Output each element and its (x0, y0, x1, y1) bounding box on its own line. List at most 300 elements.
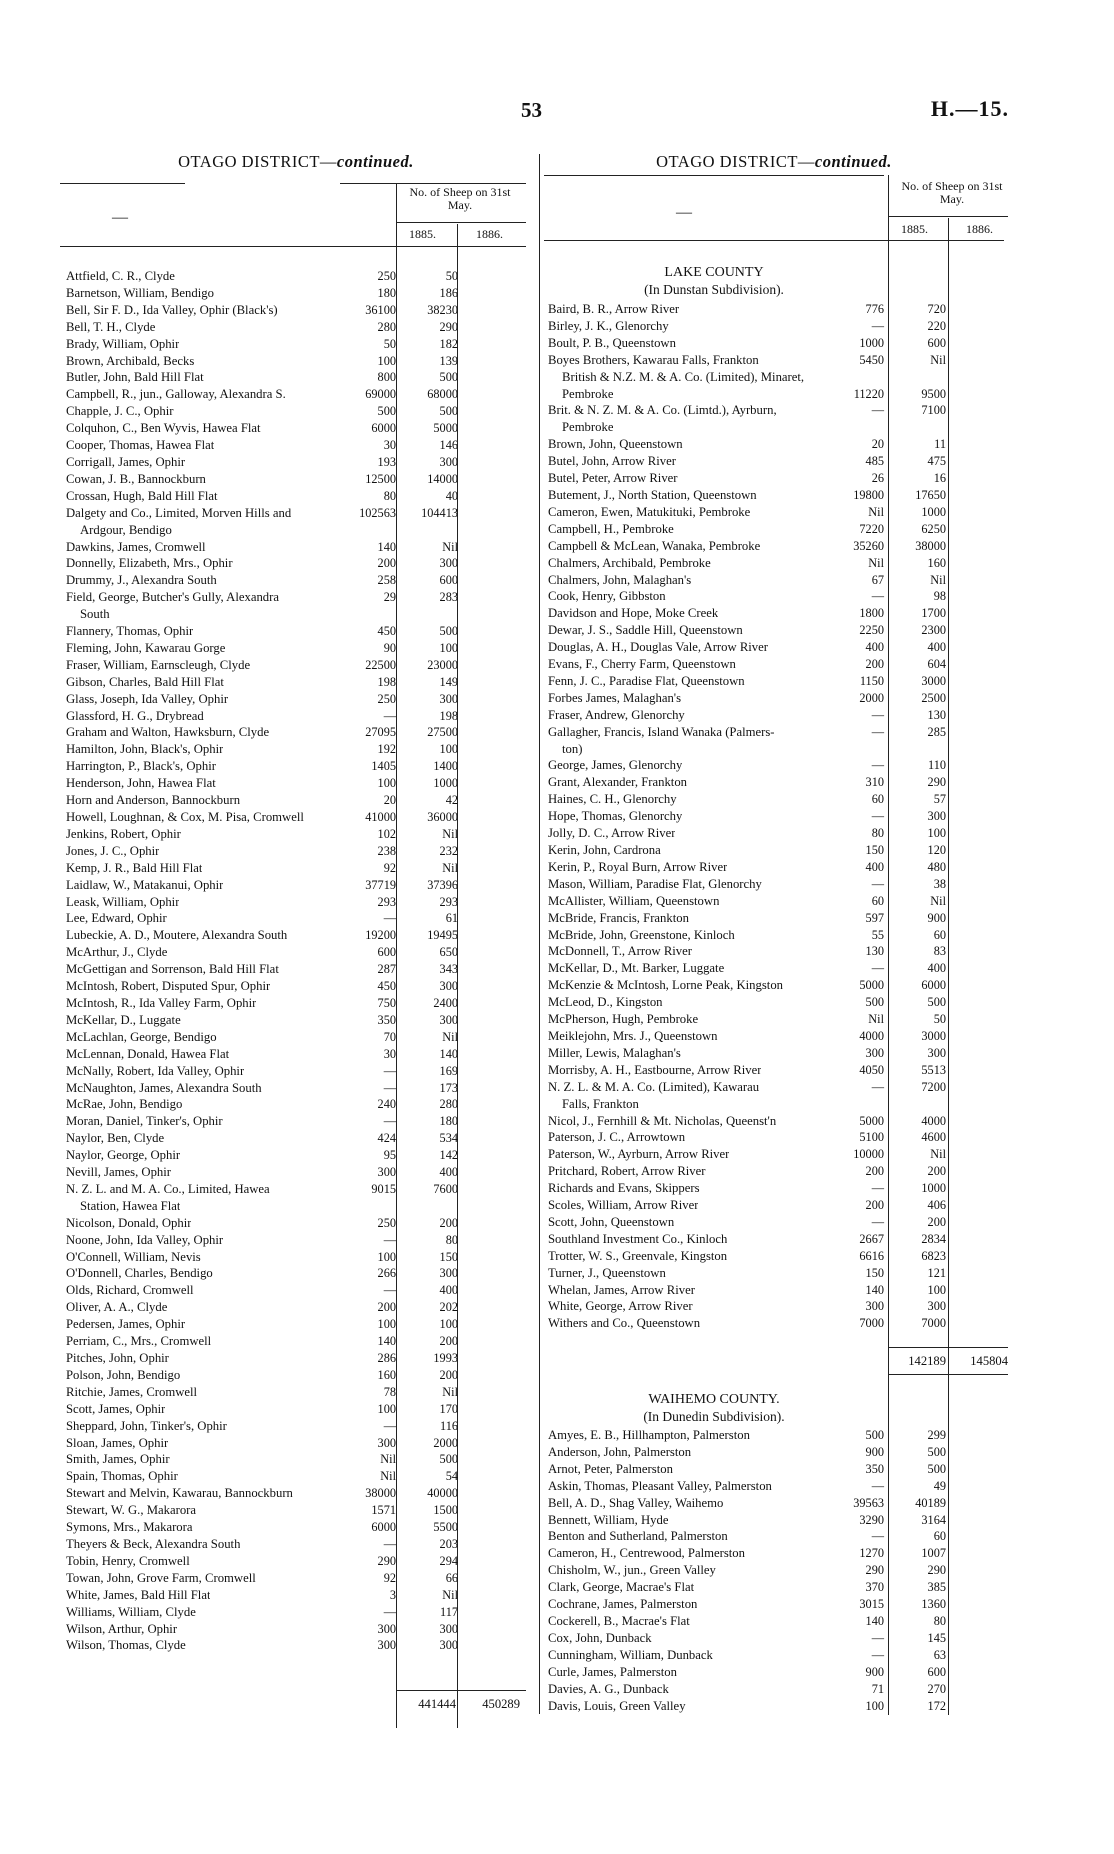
sheep-1885: 192 (377, 742, 396, 757)
table-row (548, 572, 1006, 589)
holder-name: Mason, William, Paradise Flat, Glenorchy (548, 876, 762, 891)
sheep-1885: 20 (383, 793, 396, 808)
sheep-1886: 142 (439, 1148, 458, 1163)
sheep-1885: — (383, 708, 396, 723)
table-row (548, 1298, 1006, 1315)
sheep-1885: 90 (383, 640, 396, 655)
sheep-1886: 500 (927, 1461, 946, 1476)
sheep-1885: 4050 (859, 1062, 884, 1077)
holder-name: N. Z. L. and M. A. Co., Limited, Hawea (66, 1181, 270, 1196)
sheep-1886: 149 (439, 674, 458, 689)
sheep-1885: 100 (377, 776, 396, 791)
sheep-1885: 39563 (853, 1495, 884, 1510)
sheep-1886: 19495 (427, 928, 458, 943)
table-row (548, 757, 1006, 774)
sheep-1885: 26 (871, 471, 884, 486)
sheep-1885: 290 (377, 1553, 396, 1568)
sheep-1885: 60 (871, 893, 884, 908)
sheep-1886: 300 (439, 556, 458, 571)
holder-name: Stewart, W. G., Makarora (66, 1503, 197, 1518)
right-dash: — (676, 204, 692, 221)
holder-name: Cameron, Ewen, Matukituki, Pembroke (548, 504, 751, 519)
table-row (66, 927, 534, 944)
table-row (548, 1180, 1006, 1197)
sheep-1885: — (383, 1418, 396, 1433)
holder-name: O'Donnell, Charles, Bendigo (66, 1266, 213, 1281)
sheep-1885: 750 (377, 995, 396, 1010)
sheep-1886: 37396 (427, 877, 458, 892)
table-row (548, 1681, 1006, 1698)
sheep-1885: 5450 (859, 352, 884, 367)
sheep-1886: 38 (933, 876, 946, 891)
sheep-1886: 145 (927, 1630, 946, 1645)
sheep-1886: 120 (927, 843, 946, 857)
holder-name: Henderson, John, Hawea Flat (66, 776, 216, 791)
sheep-1885: — (383, 1232, 396, 1247)
sheep-1886: 4000 (921, 1113, 946, 1128)
holder-name: McDonnell, T., Arrow River (548, 944, 693, 959)
holder-name: McBride, Francis, Frankton (548, 910, 689, 925)
holder-name: Pembroke (562, 420, 614, 435)
sheep-1885: 19800 (853, 487, 884, 502)
sheep-1886: 6823 (921, 1248, 946, 1263)
holder-name: Gibson, Charles, Bald Hill Flat (66, 674, 224, 689)
holder-name: Brady, William, Ophir (66, 336, 180, 351)
sheep-1886: Nil (442, 1384, 458, 1399)
sheep-1885: 280 (377, 319, 396, 334)
table-row (66, 1401, 534, 1418)
holder-name: Naylor, George, Ophir (66, 1148, 181, 1163)
right-year-1885: 1885. (901, 222, 928, 236)
sheep-1886: 180 (439, 1114, 458, 1129)
sheep-1886: 300 (439, 1621, 458, 1636)
sheep-1885: 6616 (859, 1248, 884, 1263)
waihemo-county-title: WAIHEMO COUNTY. (648, 1392, 780, 1407)
holder-name: Noone, John, Ida Valley, Ophir (66, 1232, 224, 1247)
sheep-1886: 232 (439, 843, 458, 858)
sheep-1885: 286 (377, 1351, 396, 1365)
sheep-1885: 500 (865, 995, 884, 1010)
sheep-1886: Nil (930, 1147, 946, 1162)
sheep-1885: — (871, 403, 884, 418)
holder-name: Glassford, H. G., Drybread (66, 708, 204, 723)
holder-name: Drummy, J., Alexandra South (66, 573, 217, 588)
holder-name: Brown, Archibald, Becks (66, 353, 195, 368)
table-row (548, 1146, 1006, 1163)
holder-name: Turner, J., Queenstown (548, 1265, 666, 1280)
table-row (548, 943, 1006, 960)
sheep-1885: 92 (383, 860, 396, 875)
waihemo-table (548, 1427, 1006, 1714)
holder-name: Bell, A. D., Shag Valley, Waihemo (548, 1495, 724, 1510)
sheep-1886: 385 (927, 1580, 946, 1595)
holder-name: Askin, Thomas, Pleasant Valley, Palmerston (548, 1478, 772, 1493)
sheep-1886: 146 (439, 438, 458, 453)
sheep-1885: 290 (865, 1563, 884, 1578)
holder-name: Richards and Evans, Skippers (548, 1181, 700, 1196)
sheep-1886: 6000 (921, 978, 946, 993)
holder-name: Station, Hawea Flat (80, 1198, 181, 1213)
holder-name: Baird, B. R., Arrow River (548, 302, 680, 316)
table-row (548, 1444, 1006, 1461)
sheep-1885: 800 (377, 370, 396, 385)
table-row (548, 927, 1006, 944)
holder-name: O'Connell, William, Nevis (66, 1249, 201, 1264)
rule (60, 246, 526, 247)
holder-name: Forbes James, Malaghan's (548, 690, 682, 705)
rule (888, 1347, 1008, 1348)
table-row (66, 1621, 534, 1638)
table-row (66, 775, 534, 792)
sheep-1886: 270 (927, 1681, 946, 1696)
sheep-1886: 38230 (427, 302, 458, 317)
holder-name: Howell, Loughnan, & Cox, M. Pisa, Cromwell (66, 810, 304, 824)
table-row (548, 1512, 1006, 1529)
holder-name: Laidlaw, W., Matakanui, Ophir (66, 877, 224, 892)
holder-name: Trotter, W. S., Greenvale, Kingston (548, 1248, 728, 1263)
table-row (548, 1231, 1006, 1248)
holder-name: Jolly, D. C., Arrow River (548, 826, 676, 841)
table-row (548, 1461, 1006, 1478)
table-row (548, 639, 1006, 656)
sheep-1885: 597 (865, 910, 884, 925)
table-row (66, 1350, 534, 1367)
left-table (66, 268, 534, 1654)
table-row (66, 1147, 534, 1164)
table-row (66, 1384, 534, 1401)
holder-name: Gallagher, Francis, Island Wanaka (Palmers- (548, 724, 775, 739)
table-row (548, 791, 1006, 808)
holder-name: Campbell, R., jun., Galloway, Alexandra S. (66, 387, 286, 402)
sheep-1885: 200 (377, 1300, 396, 1315)
sheep-1886: 7600 (433, 1181, 458, 1196)
table-row (548, 1579, 1006, 1596)
holder-name: Curle, James, Palmerston (548, 1664, 677, 1679)
holder-name: Cooper, Thomas, Hawea Flat (66, 438, 215, 453)
rule (340, 183, 526, 184)
sheep-1885: 370 (865, 1580, 884, 1595)
sheep-1885: — (871, 876, 884, 891)
sheep-1886: 40189 (915, 1495, 946, 1510)
table-row (548, 605, 1006, 622)
sheep-1886: 100 (439, 1317, 458, 1332)
holder-name: George, James, Glenorchy (548, 758, 683, 773)
sheep-1886: 49 (933, 1478, 946, 1493)
sheep-1885: 36100 (365, 302, 396, 317)
sheep-1885: 19200 (365, 928, 396, 943)
table-row (66, 319, 534, 336)
holder-name: Cameron, H., Centrewood, Palmerston (548, 1546, 745, 1561)
holder-name: Donnelly, Elizabeth, Mrs., Ophir (66, 556, 233, 571)
table-row (66, 961, 534, 978)
sheep-1886: 1007 (921, 1546, 946, 1561)
sheep-1885: 200 (377, 556, 396, 571)
left-col-header: No. of Sheep on 31st May. (409, 185, 511, 212)
table-row (548, 453, 1006, 470)
sheep-1885: — (871, 809, 884, 824)
holder-name: British & N.Z. M. & A. Co. (Limited), Minaret, (562, 369, 805, 384)
table-row (548, 1163, 1006, 1180)
sheep-1886: 173 (439, 1080, 458, 1095)
rule (396, 1690, 526, 1691)
holder-name: Pembroke (562, 386, 614, 401)
sheep-1886: 300 (439, 979, 458, 994)
table-row (548, 487, 1006, 504)
holder-name: Bennett, William, Hyde (548, 1512, 669, 1527)
sheep-1886: 160 (927, 555, 946, 570)
table-row (548, 555, 1006, 572)
sheep-1885: 9015 (371, 1181, 396, 1196)
holder-name: White, George, Arrow River (548, 1299, 693, 1314)
sheep-1885: Nil (380, 1469, 396, 1484)
sheep-1885: 5100 (859, 1130, 884, 1145)
sheep-1885: 3 (389, 1587, 396, 1602)
sheep-1886: 98 (933, 589, 946, 604)
sheep-1885: — (871, 1630, 884, 1645)
sheep-1885: 2250 (859, 623, 884, 638)
sheep-1886: 200 (439, 1367, 458, 1382)
sheep-1886: 2834 (921, 1231, 946, 1246)
table-row (66, 1553, 534, 1570)
table-row (66, 1485, 534, 1502)
sheep-1885: 140 (377, 1334, 396, 1349)
table-row (548, 910, 1006, 927)
sheep-1886: 604 (927, 657, 946, 672)
table-row (66, 860, 534, 877)
holder-name: Withers and Co., Queenstown (548, 1316, 701, 1331)
sheep-1885: 27095 (365, 725, 396, 740)
document-code: H.—15. (930, 96, 1009, 121)
sheep-1886: 60 (933, 927, 946, 942)
sheep-1886: 61 (445, 911, 458, 926)
sheep-1886: 182 (439, 336, 458, 351)
table-row (548, 1028, 1006, 1045)
sheep-1885: — (871, 589, 884, 604)
holder-name: Evans, F., Cherry Farm, Queenstown (548, 657, 736, 672)
sheep-1886: 400 (439, 1283, 458, 1298)
holder-name: Campbell & McLean, Wanaka, Pembroke (548, 538, 761, 553)
sheep-1885: 238 (377, 843, 396, 858)
table-row (66, 1418, 534, 1435)
sheep-1886: 14000 (427, 471, 458, 486)
sheep-1886: 27500 (427, 725, 458, 740)
holder-name: Benton and Sutherland, Palmerston (548, 1529, 728, 1544)
sheep-1886: 500 (927, 995, 946, 1010)
rule (888, 1374, 1008, 1375)
holder-name: Wilson, Thomas, Clyde (66, 1638, 186, 1653)
table-row (548, 1096, 1006, 1113)
table-row (66, 505, 534, 522)
sheep-1886: 200 (927, 1214, 946, 1229)
holder-name: Pedersen, James, Ophir (66, 1317, 186, 1332)
table-row (66, 758, 534, 775)
sheep-1885: 7220 (859, 521, 884, 536)
lake-county-title: LAKE COUNTY (664, 265, 764, 280)
table-row (66, 420, 534, 437)
sheep-1886: 121 (927, 1265, 946, 1280)
holder-name: Nicolson, Donald, Ophir (66, 1215, 192, 1230)
holder-name: Davies, A. G., Dunback (548, 1681, 669, 1696)
sheep-1885: 69000 (365, 387, 396, 402)
sheep-1885: 2000 (859, 690, 884, 705)
right-heading: OTAGO DISTRICT—continued. (656, 152, 892, 171)
holder-name: Grant, Alexander, Frankton (548, 775, 688, 790)
holder-name: Crossan, Hugh, Bald Hill Flat (66, 488, 218, 503)
table-row (66, 674, 534, 691)
sheep-1886: 68000 (427, 387, 458, 402)
sheep-1886: 50 (445, 269, 458, 283)
sheep-1885: 200 (865, 657, 884, 672)
table-row (548, 521, 1006, 538)
sheep-1885: — (871, 318, 884, 333)
table-row (66, 809, 534, 826)
sheep-1886: 2400 (433, 995, 458, 1010)
table-row (66, 589, 534, 606)
left-total-1886: 450289 (482, 1697, 520, 1711)
table-row (548, 842, 1006, 859)
sheep-1885: 67 (871, 572, 884, 587)
holder-name: Theyers & Beck, Alexandra South (66, 1536, 241, 1551)
holder-name: Davis, Louis, Green Valley (548, 1698, 686, 1713)
sheep-1885: — (383, 1080, 396, 1095)
table-row (66, 1435, 534, 1452)
table-row (66, 623, 534, 640)
holder-name: Dalgety and Co., Limited, Morven Hills and (66, 505, 292, 520)
sheep-1885: 140 (377, 539, 396, 554)
holder-name: Lee, Edward, Ophir (66, 911, 167, 926)
sheep-1886: 202 (439, 1300, 458, 1315)
holder-name: Cox, John, Dunback (548, 1630, 652, 1645)
table-row (548, 1664, 1006, 1681)
sheep-1886: 400 (439, 1165, 458, 1180)
table-row (66, 488, 534, 505)
sheep-1886: 186 (439, 285, 458, 300)
sheep-1885: 180 (377, 285, 396, 300)
holder-name: Sheppard, John, Tinker's, Ophir (66, 1418, 227, 1433)
sheep-1885: Nil (868, 504, 884, 519)
sheep-1885: 300 (377, 1638, 396, 1653)
holder-name: Bell, Sir F. D., Ida Valley, Ophir (Black's) (66, 302, 278, 317)
sheep-1885: 60 (871, 792, 884, 807)
holder-name: Smith, James, Ophir (66, 1452, 170, 1467)
sheep-1886: 300 (439, 454, 458, 469)
sheep-1885: 300 (865, 1299, 884, 1314)
sheep-1886: Nil (930, 893, 946, 908)
sheep-1885: 100 (865, 1698, 884, 1713)
table-row (66, 572, 534, 589)
holder-name: Meiklejohn, Mrs. J., Queenstown (548, 1028, 718, 1043)
sheep-1885: 78 (383, 1384, 396, 1399)
sheep-1885: 900 (865, 1664, 884, 1679)
table-row (548, 724, 1006, 741)
holder-name: Harrington, P., Black's, Ophir (66, 759, 216, 774)
sheep-1886: 140 (439, 1046, 458, 1061)
holder-name: White, James, Bald Hill Flat (66, 1587, 211, 1602)
table-row (66, 336, 534, 353)
sheep-1886: 130 (927, 707, 946, 722)
sheep-1886: 6250 (921, 521, 946, 536)
sheep-1886: 500 (439, 624, 458, 639)
sheep-1886: Nil (930, 572, 946, 587)
table-row (548, 622, 1006, 639)
holder-name: Cook, Henry, Gibbston (548, 589, 666, 604)
table-row (66, 724, 534, 741)
sheep-1885: — (871, 707, 884, 722)
sheep-1885: 776 (865, 302, 884, 316)
table-row (548, 1562, 1006, 1579)
table-row (548, 386, 1006, 403)
table-row (66, 1587, 534, 1604)
sheep-1886: 172 (927, 1698, 946, 1713)
lake-table (548, 301, 1006, 1332)
holder-name: Pritchard, Robert, Arrow River (548, 1164, 706, 1179)
sheep-1885: 400 (865, 859, 884, 874)
table-row (548, 470, 1006, 487)
table-row (548, 588, 1006, 605)
table-row (548, 859, 1006, 876)
sheep-1886: 170 (439, 1401, 458, 1416)
sheep-1885: 37719 (365, 877, 396, 892)
sheep-1886: 293 (439, 894, 458, 909)
holder-name: Nevill, James, Ophir (66, 1165, 172, 1180)
sheep-1885: — (871, 1214, 884, 1229)
holder-name: Olds, Richard, Cromwell (66, 1283, 194, 1298)
holder-name: Fenn, J. C., Paradise Flat, Queenstown (548, 673, 745, 688)
table-row (66, 555, 534, 572)
table-row (548, 1698, 1006, 1715)
holder-name: Jenkins, Robert, Ophir (66, 826, 181, 841)
sheep-1885: Nil (868, 555, 884, 570)
sheep-1885: 160 (377, 1367, 396, 1382)
sheep-1886: 54 (445, 1469, 458, 1484)
sheep-1886: 1500 (433, 1503, 458, 1518)
sheep-1886: 150 (439, 1249, 458, 1264)
sheep-1885: 300 (865, 1045, 884, 1060)
left-year-1886: 1886. (476, 227, 503, 241)
holder-name: Field, George, Butcher's Gully, Alexandra (66, 590, 279, 605)
page-number: 53 (521, 98, 542, 122)
sheep-1885: 100 (377, 1249, 396, 1264)
table-row (66, 1164, 534, 1181)
holder-name: Butel, John, Arrow River (548, 454, 676, 469)
holder-name: Scott, John, Queenstown (548, 1214, 675, 1229)
sheep-1886: 600 (927, 1664, 946, 1679)
table-row (66, 1637, 534, 1654)
rule (60, 183, 185, 184)
holder-name: Scoles, William, Arrow River (548, 1198, 699, 1213)
holder-name: Flannery, Thomas, Ophir (66, 624, 194, 639)
sheep-1886: 23000 (427, 657, 458, 672)
holder-name: Spain, Thomas, Ophir (66, 1469, 178, 1484)
sheep-1886: 475 (927, 454, 946, 469)
holder-name: Davidson and Hope, Moke Creek (548, 606, 719, 621)
sheep-1885: 3015 (859, 1597, 884, 1612)
sheep-1886: Nil (442, 1587, 458, 1602)
sheep-1885: 30 (383, 438, 396, 453)
holder-name: Butel, Peter, Arrow River (548, 471, 678, 486)
table-row (548, 690, 1006, 707)
holder-name: Cowan, J. B., Bannockburn (66, 471, 206, 486)
holder-name: Oliver, A. A., Clyde (66, 1300, 168, 1315)
sheep-1885: 250 (377, 269, 396, 283)
table-row (66, 1130, 534, 1147)
table-row (548, 1265, 1006, 1282)
sheep-1885: 450 (377, 979, 396, 994)
holder-name: McKenzie & McIntosh, Lorne Peak, Kingston (548, 978, 784, 993)
table-row (66, 1299, 534, 1316)
table-row (66, 403, 534, 420)
sheep-1886: 66 (445, 1570, 458, 1585)
